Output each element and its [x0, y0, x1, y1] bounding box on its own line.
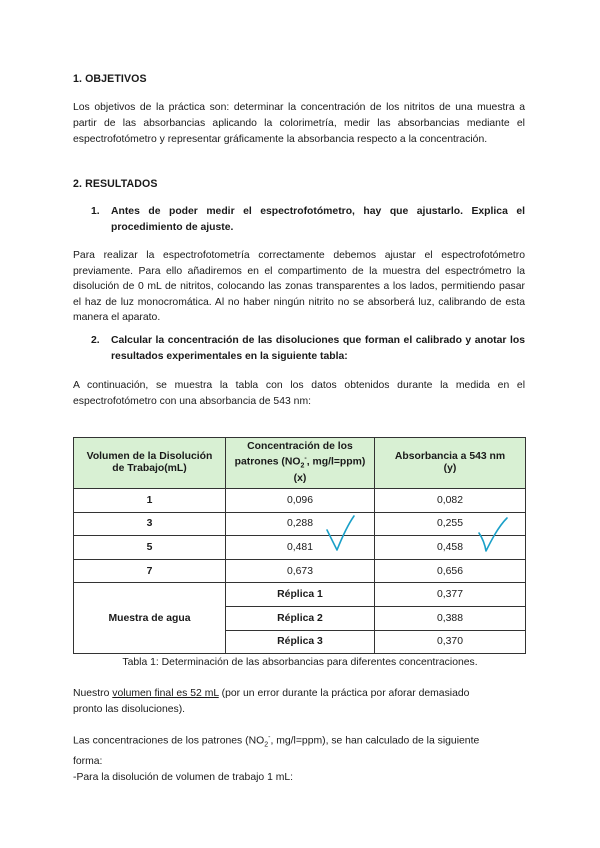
- header-absorbance: [375, 438, 526, 489]
- final-volume-prefix: Nuestro: [73, 688, 113, 699]
- final-volume-underlined: volumen final es 52 mL: [112, 688, 219, 699]
- final-volume-line2: pronto las disoluciones).: [73, 704, 186, 715]
- concentrations-no2-subscript: 2: [264, 741, 269, 749]
- handwritten-check-icon: [323, 512, 357, 554]
- header-concentration-unit: , mg/l=ppm): [306, 456, 366, 468]
- question-2: [91, 333, 525, 367]
- cell-absorbance: 0,656: [375, 559, 526, 583]
- absorbance-table: [73, 437, 526, 654]
- cell-replica: Réplica 3: [226, 630, 375, 654]
- cell-volume: 1: [74, 489, 226, 513]
- question-1-answer: Para realizar la espectrofotometría correctamente debemos ajustar el espectrofotómetro previamente. Para ello añadiremos en el compartimento de la muestra del espectrómetro la disolución de 0 mL de nitritos, colocando las zonas transparentes a los lados, permitiendo pasar el haz de luz monocromática. Al no haber ningún nitrito no se absorberá luz, calibrando de esta manera el aparato.: [73, 250, 525, 323]
- concentrations-text: Las concentraciones de los patrones (NO: [73, 735, 265, 747]
- cell-volume: 5: [74, 536, 226, 560]
- table-row: [74, 489, 526, 513]
- table-caption: Tabla 1: Determinación de las absorbancias para diferentes concentraciones.: [122, 657, 478, 668]
- cell-absorbance: 0,377: [375, 583, 526, 607]
- handwritten-check-icon: [476, 515, 510, 555]
- question-2-text: Calcular la concentración de las disoluciones que forman el calibrado y anotar los resultados experimentales en la siguiente tabla:: [111, 335, 525, 362]
- final-volume-suffix: (por un error durante la práctica por aforar demasiado: [218, 688, 470, 699]
- cell-replica: Réplica 2: [226, 606, 375, 630]
- header-no2-subscript: 2: [300, 462, 305, 470]
- objetivos-paragraph: Los objetivos de la práctica son: determinar la concentración de los nitritos de una muestra a partir de las absorbancias aplicando la colorimetría, medir las absorbancias mediante el espectrofotómetro y representar gráficamente la absorbancia respecto a la concentración.: [73, 102, 525, 145]
- cell-concentration: 0,673: [226, 559, 375, 583]
- cell-absorbance: 0,255: [375, 512, 526, 536]
- cell-volume: 7: [74, 559, 226, 583]
- question-1-number: 1.: [91, 206, 100, 217]
- header-concentration-var: (x): [293, 472, 307, 484]
- concentrations-paragraph: [73, 730, 525, 786]
- header-concentration: [226, 438, 375, 489]
- cell-concentration: 0,481: [226, 536, 375, 560]
- section-title-objetivos: 1. OBJETIVOS: [73, 73, 147, 85]
- concentrations-line2: forma:: [73, 755, 103, 767]
- concentrations-text-end: , mg/l=ppm), se han calculado de la siguiente: [270, 735, 480, 747]
- question-1: [91, 204, 525, 238]
- table-row: [74, 536, 526, 560]
- final-volume-paragraph: [73, 686, 525, 718]
- header-absorbance-text: Absorbancia a 543 nm: [394, 451, 506, 462]
- concentrations-no2-superscript: -: [268, 734, 271, 741]
- cell-absorbance: 0,370: [375, 630, 526, 654]
- table-header-row: [74, 438, 526, 489]
- cell-absorbance: 0,458: [375, 536, 526, 560]
- cell-water-sample: Muestra de agua: [74, 583, 226, 654]
- cell-absorbance: 0,388: [375, 606, 526, 630]
- question-1-text: Antes de poder medir el espectrofotómetro, hay que ajustarlo. Explica el procedimiento de ajuste.: [111, 206, 525, 233]
- table-row: [74, 583, 526, 607]
- header-volume: Volumen de la Disolución de Trabajo(mL): [74, 438, 226, 489]
- table-intro-paragraph: A continuación, se muestra la tabla con los datos obtenidos durante la medida en el espectrofotómetro con una absorbancia de 543 nm:: [73, 380, 525, 407]
- cell-concentration: 0,096: [226, 489, 375, 513]
- cell-replica: Réplica 1: [226, 583, 375, 607]
- volume-1ml-line: -Para la disolución de volumen de trabajo 1 mL:: [73, 771, 294, 783]
- header-absorbance-var: (y): [443, 463, 457, 474]
- table-row: [74, 559, 526, 583]
- table-row: [74, 512, 526, 536]
- question-2-number: 2.: [91, 335, 100, 346]
- cell-concentration: 0,288: [226, 512, 375, 536]
- section-title-resultados: 2. RESULTADOS: [73, 178, 158, 190]
- header-no2-superscript: -: [304, 455, 307, 463]
- cell-absorbance: 0,082: [375, 489, 526, 513]
- cell-volume: 3: [74, 512, 226, 536]
- header-concentration-text: Concentración de los patrones (NO: [234, 441, 353, 468]
